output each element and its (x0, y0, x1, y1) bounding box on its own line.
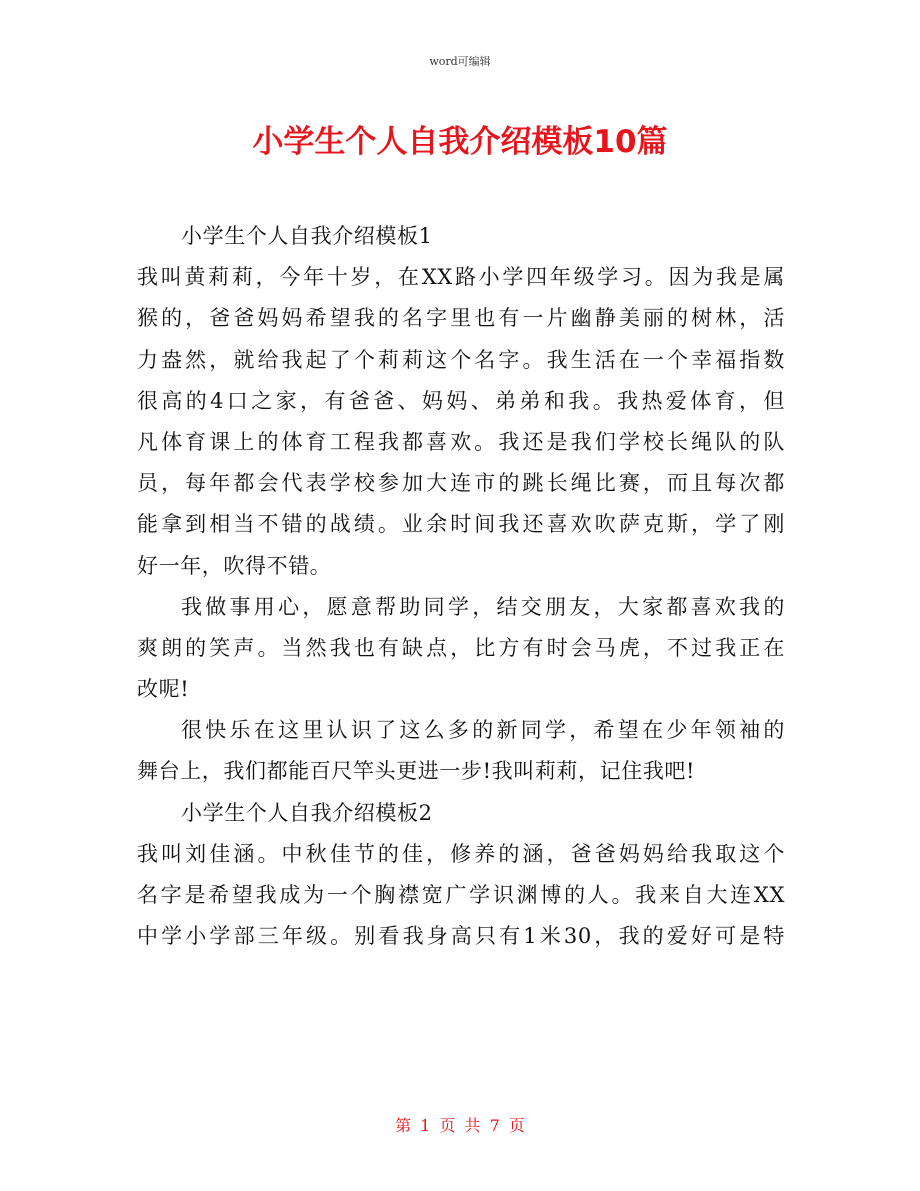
paragraph-line: 改呢! (137, 677, 190, 702)
paragraph-line: 凡体育课上的体育工程我都喜欢。我还是我们学校长绳队的队 (137, 429, 785, 454)
header-note: word可编辑 (429, 55, 491, 68)
paragraph-line: 员，每年都会代表学校参加大连市的跳长绳比赛，而且每次都 (137, 471, 785, 496)
paragraph-line: 力盎然，就给我起了个莉莉这个名字。我生活在一个幸福指数 (137, 347, 785, 372)
section-heading-1: 小学生个人自我介绍模板1 (181, 224, 433, 248)
paragraph-line: 很高的4口之家，有爸爸、妈妈、弟弟和我。我热爱体育，但 (137, 388, 785, 413)
paragraph-line: 猴的，爸爸妈妈希望我的名字里也有一片幽静美丽的树林，活 (137, 306, 785, 331)
paragraph-line: 我做事用心，愿意帮助同学，结交朋友，大家都喜欢我的 (181, 594, 785, 619)
paragraph-line: 好一年，吹得不错。 (137, 553, 332, 578)
paragraph-line: 中学小学部三年级。别看我身高只有1米30，我的爱好可是特 (137, 924, 785, 949)
paragraph-line: 我叫黄莉莉，今年十岁，在XX路小学四年级学习。因为我是属 (137, 265, 785, 290)
paragraph-line: 爽朗的笑声。当然我也有缺点，比方有时会马虎，不过我正在 (137, 635, 785, 660)
document-body (137, 216, 785, 957)
paragraph-line: 很快乐在这里认识了这么多的新同学，希望在少年领袖的 (181, 718, 785, 743)
paragraph-line: 名字是希望我成为一个胸襟宽广学识渊博的人。我来自大连XX (137, 883, 785, 907)
paragraph-line: 我叫刘佳涵。中秋佳节的佳，修养的涵，爸爸妈妈给我取这个 (137, 841, 785, 866)
paragraph-line: 舞台上，我们都能百尺竿头更进一步!我叫莉莉，记住我吧! (137, 759, 696, 784)
section-heading-2: 小学生个人自我介绍模板2 (181, 800, 433, 825)
paragraph-line: 能拿到相当不错的战绩。业余时间我还喜欢吹萨克斯，学了刚 (137, 512, 785, 537)
page-number-footer: 第 1 页 共 7 页 (395, 1116, 525, 1135)
document-title: 小学生个人自我介绍模板10篇 (252, 124, 668, 160)
